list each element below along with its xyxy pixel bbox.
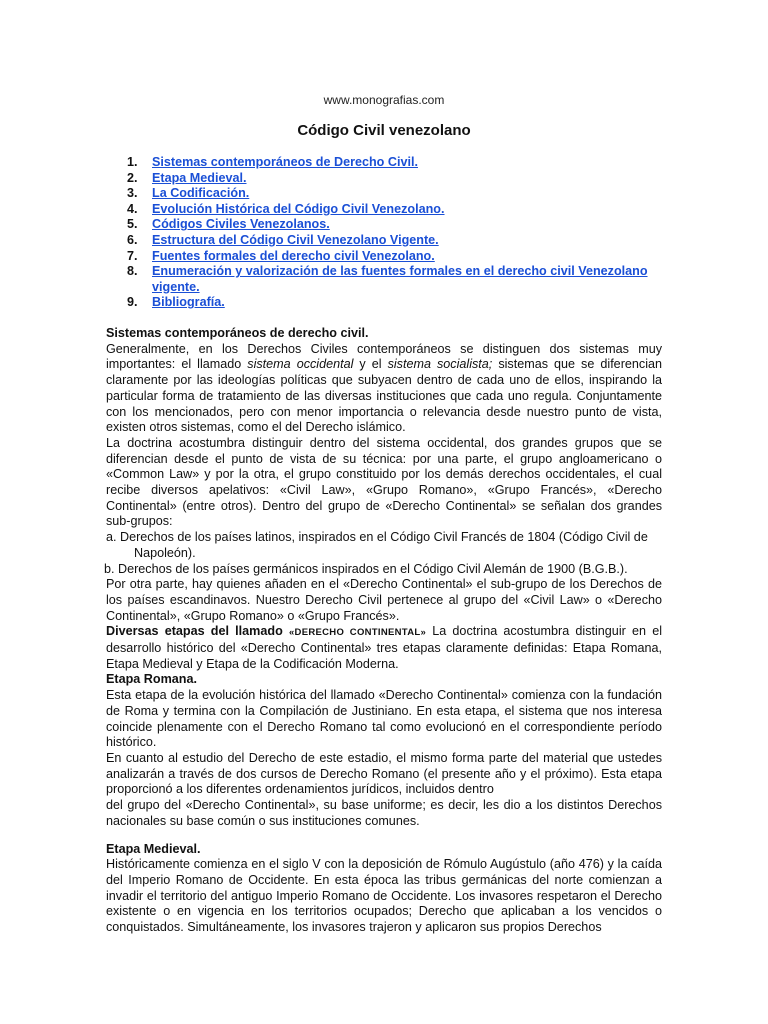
italic-term: sistema socialista; xyxy=(387,357,493,372)
paragraph: del grupo del «Derecho Continental», su base uniforme; es decir, les dio a los distintos Derechos nacionales su base común o sus instituciones comunes. xyxy=(106,798,662,828)
toc-number: 4. xyxy=(127,201,138,216)
paragraph: Esta etapa de la evolución histórica del llamado «Derecho Continental» comienza con la fundación de Roma y termina con la Compilación de Justiniano. En esta etapa, el sistema que nos interesa coincide plenamente con el Derecho Romano tal como evolucionó en el correspondiente período histórico. xyxy=(106,688,662,750)
toc-item xyxy=(106,249,666,265)
toc-number: 8. xyxy=(127,264,138,279)
toc-link-etapa-medieval[interactable]: Etapa Medieval. xyxy=(152,170,247,185)
toc-number: 3. xyxy=(127,186,138,201)
section-heading-romana: Etapa Romana. xyxy=(106,672,197,687)
paragraph: Históricamente comienza en el siglo V con la deposición de Rómulo Augústulo (año 476) y la caída del Imperio Romano de Occidente. En esta época las tribus germánicas del norte comienzan a invadir el territorio del antiguo Imperio Romano de Occidente. Los invasores respetaron el Derecho existente o en vigencia en los territorios ocupados; Derecho que aplicaban a los vencidos o conquistados. Simultáneamente, los invasores trajeron y aplicaron sus propios Derechos xyxy=(106,857,662,935)
spacer xyxy=(106,830,662,842)
toc-link-codigos[interactable]: Códigos Civiles Venezolanos. xyxy=(152,217,330,232)
section-heading-medieval: Etapa Medieval. xyxy=(106,841,201,856)
text-run: Generalmente, en los Derechos Civiles contemporáneos se distinguen dos sistemas muy importantes: el llamado xyxy=(106,341,662,372)
toc-number: 5. xyxy=(127,217,138,232)
small-caps-term: «DERECHO CONTINENTAL» xyxy=(288,627,427,639)
toc-link-estructura[interactable]: Estructura del Código Civil Venezolano Vigente. xyxy=(152,232,439,247)
text-run: La doctrina acostumbra distinguir en el desarrollo histórico del «Derecho Continental» tres etapas claramente definidas: Etapa Romana, Etapa Medieval y Etapa de la Codificación Moderna. xyxy=(106,624,662,671)
toc-item xyxy=(106,264,666,295)
toc-link-codificacion[interactable]: La Codificación. xyxy=(152,186,250,201)
toc-link-enumeracion[interactable]: Enumeración y valorización de las fuentes formales en el derecho civil Venezolano vigente. xyxy=(152,264,648,294)
list-item-b: b. Derechos de los países germánicos inspirados en el Código Civil Alemán de 1900 (B.G.B.). xyxy=(104,561,628,576)
toc-item xyxy=(106,295,666,311)
toc-number: 1. xyxy=(127,155,138,169)
paragraph: La doctrina acostumbra distinguir dentro del sistema occidental, dos grandes grupos que se diferencian desde el punto de vista de su técnica: por una parte, el grupo angloamericano o «Common Law» y por la otra, el grupo constituido por los demás derechos occidentales, el cual recibe diversos apelativos: «Civil Law», «Grupo Romano», «Grupo Francés», «Derecho Continental» (entre otros). Dentro del grupo de «Derecho Continental» se señalan dos grandes sub-grupos: xyxy=(106,435,662,529)
toc-item xyxy=(106,171,666,187)
toc-number: 6. xyxy=(127,232,138,247)
paragraph: En cuanto al estudio del Derecho de este estadio, el mismo forma parte del material que ustedes analizarán a través de dos cursos de Derecho Romano (el presente año y el próximo). Esta etapa proporcionó a los diferentes ordenamientos jurídicos, incluidos dentro xyxy=(106,750,662,797)
page-title: Código Civil venezolano xyxy=(297,122,471,139)
paragraph xyxy=(106,342,662,436)
toc-number: 7. xyxy=(127,248,138,263)
site-url: www.monografias.com xyxy=(323,93,445,107)
document-body xyxy=(106,326,662,936)
toc-item xyxy=(106,155,666,171)
section-heading-etapas: Diversas etapas del llamado xyxy=(106,624,289,639)
toc-item xyxy=(106,186,666,202)
toc-number: 9. xyxy=(127,295,138,310)
toc-link-bibliografia[interactable]: Bibliografía. xyxy=(152,295,225,310)
toc-link-sistemas[interactable]: Sistemas contemporáneos de Derecho Civil. xyxy=(152,155,418,169)
paragraph xyxy=(106,624,662,672)
toc-item xyxy=(106,217,666,233)
toc-item xyxy=(106,233,666,249)
toc-link-evolucion[interactable]: Evolución Histórica del Código Civil Venezolano. xyxy=(152,201,445,216)
toc-item xyxy=(106,202,666,218)
paragraph: Por otra parte, hay quienes añaden en el «Derecho Continental» el sub-grupo de los Derechos de los países escandinavos. Nuestro Derecho Civil pertenece al grupo del «Civil Law» o «Derecho Continental», «Grupo Romano» o «Grupo Francés». xyxy=(106,577,662,623)
toc-link-fuentes[interactable]: Fuentes formales del derecho civil Venezolano. xyxy=(152,248,435,263)
table-of-contents xyxy=(106,155,666,311)
list-item-a: a. Derechos de los países latinos, inspirados en el Código Civil Francés de 1804 (Código Civil de Napoleón). xyxy=(106,530,648,560)
section-heading-sistemas: Sistemas contemporáneos de derecho civil. xyxy=(106,326,369,340)
italic-term: sistema occidental xyxy=(247,357,354,372)
text-run: y el xyxy=(353,357,388,372)
toc-number: 2. xyxy=(127,170,138,185)
text-run: sistemas que se diferencian claramente por las ideologías políticas que subyacen dentro de cada uno de ellos, inspirando la particular forma de tratamiento de las diversas instituciones que cada uno regula. Conjuntamente con los mencionados, pero con menor importancia o relevancia desde nuestro punto de vista, existen otros sistemas, como el del Derecho islámico. xyxy=(106,357,662,435)
